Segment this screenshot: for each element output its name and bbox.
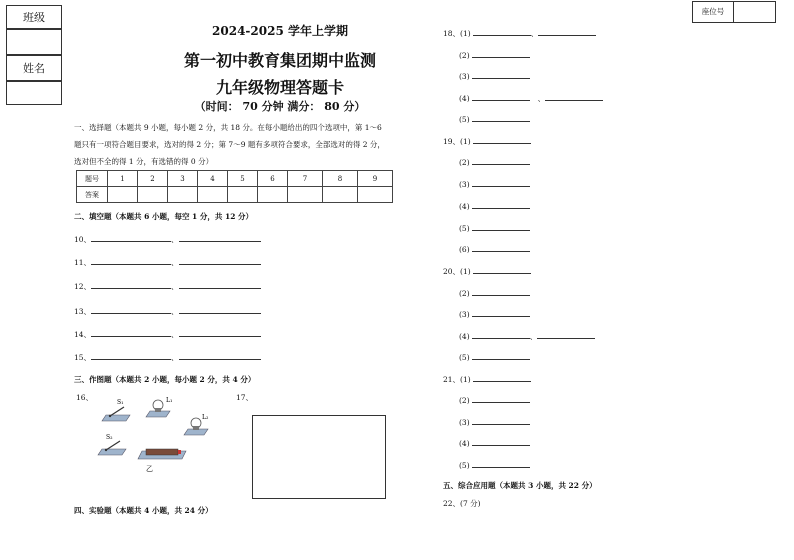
question-19-part-1 <box>443 135 531 147</box>
section-5-title: 五、综合应用题（本题共 3 小题，共 22 分） <box>443 481 597 490</box>
question-number: 4 <box>198 171 228 187</box>
question-18-part-5 <box>459 113 530 124</box>
question-label: 13、 <box>74 307 92 316</box>
fill-question-12 <box>74 280 261 292</box>
seat-number-box[interactable] <box>692 1 776 23</box>
question-19-part-6 <box>459 243 530 254</box>
question-22-label: 22、(7 分) <box>443 499 481 508</box>
switch-s2-icon <box>98 441 126 455</box>
answer-blank[interactable] <box>472 92 530 101</box>
answer-blank[interactable] <box>472 416 530 425</box>
answer-blank[interactable] <box>179 328 261 337</box>
question-label: 10、 <box>74 235 92 244</box>
answer-blank[interactable] <box>472 178 530 187</box>
question-label: (6) <box>459 245 470 254</box>
answer-blank[interactable] <box>472 394 530 403</box>
question-20-part-1 <box>443 265 531 277</box>
question-label: 11、 <box>74 258 92 267</box>
question-number: 6 <box>258 171 288 187</box>
question-18-part-3 <box>459 70 530 81</box>
separator: 、 <box>171 330 179 339</box>
question-20-part-2 <box>459 287 530 298</box>
answer-blank[interactable] <box>472 437 530 446</box>
name-label-cell <box>6 55 62 81</box>
question-label: 18、(1) <box>443 29 471 38</box>
question-19-part-4 <box>459 200 530 211</box>
choice-answer-table <box>76 170 393 203</box>
answer-cell[interactable] <box>108 187 138 203</box>
separator: 、 <box>171 282 179 291</box>
class-input-cell[interactable] <box>6 29 62 55</box>
answer-blank[interactable] <box>472 49 530 58</box>
answer-blank[interactable] <box>91 256 171 265</box>
question-number: 2 <box>138 171 168 187</box>
name-input-cell[interactable] <box>6 81 62 105</box>
answer-blank[interactable] <box>91 305 171 314</box>
answer-blank[interactable] <box>472 200 530 209</box>
separator: 、 <box>537 94 546 103</box>
circuit-components-figure <box>96 393 226 475</box>
question-label: 21、(1) <box>443 375 471 384</box>
section-1-line-3: 选对但不全的得 1 分，有选错的得 0 分） <box>74 157 214 166</box>
question-label: 19、(1) <box>443 137 471 146</box>
seat-number-label: 座位号 <box>693 2 734 22</box>
question-label: 20、(1) <box>443 267 471 276</box>
question-21-part-1 <box>443 373 531 385</box>
switch-s1-icon <box>102 407 130 421</box>
question-16-label: 16、 <box>76 393 94 402</box>
answer-blank[interactable] <box>472 308 530 317</box>
question-18-part-4 <box>459 92 603 104</box>
answer-blank[interactable] <box>91 351 171 360</box>
question-label: (3) <box>459 310 470 319</box>
answer-blank[interactable] <box>179 280 261 289</box>
answer-blank[interactable] <box>91 280 171 289</box>
name-label: 姓名 <box>23 62 45 75</box>
question-label: (5) <box>459 353 470 362</box>
question-label: (5) <box>459 461 470 470</box>
answer-blank[interactable] <box>473 135 531 144</box>
answer-blank[interactable] <box>179 256 261 265</box>
question-label: (2) <box>459 51 470 60</box>
answer-cell[interactable] <box>258 187 288 203</box>
question-21-part-2 <box>459 394 530 405</box>
label-s1: S₁ <box>117 399 124 406</box>
question-label: (3) <box>459 418 470 427</box>
label-s2: S₂ <box>106 434 113 441</box>
section-4-title: 四、实验题（本题共 4 小题，共 24 分） <box>74 506 213 515</box>
question-20-part-5 <box>459 351 530 362</box>
question-label: (3) <box>459 180 470 189</box>
question-number: 3 <box>168 171 198 187</box>
question-20-part-4 <box>459 330 595 342</box>
fill-question-13 <box>74 305 261 317</box>
row-label-answer: 答案 <box>77 187 108 203</box>
question-label: (5) <box>459 115 470 124</box>
fill-question-10 <box>74 233 261 245</box>
answer-cell[interactable] <box>168 187 198 203</box>
school-year: 2024-2025 学年上学期 <box>212 24 348 38</box>
exam-time-info: （时间： 70 分钟 满分： 80 分） <box>194 100 366 113</box>
question-label: (4) <box>459 202 470 211</box>
answer-blank[interactable] <box>473 373 531 382</box>
answer-blank[interactable] <box>472 287 530 296</box>
question-label: (4) <box>459 332 470 341</box>
answer-blank[interactable] <box>91 328 171 337</box>
table-row-numbers <box>77 171 393 187</box>
question-20-part-3 <box>459 308 530 319</box>
fill-question-11 <box>74 256 261 268</box>
class-label: 班级 <box>23 11 45 24</box>
answer-blank[interactable] <box>538 27 596 36</box>
answer-blank[interactable] <box>472 222 530 231</box>
separator: 、 <box>171 307 179 316</box>
question-label: (2) <box>459 289 470 298</box>
label-l1: L₁ <box>166 397 173 404</box>
answer-cell[interactable] <box>138 187 168 203</box>
question-19-part-5 <box>459 222 530 233</box>
battery-icon <box>138 449 186 459</box>
answer-blank[interactable] <box>472 330 530 339</box>
question-label: 14、 <box>74 330 92 339</box>
question-number: 9 <box>358 171 393 187</box>
separator: 、 <box>171 235 179 244</box>
section-3-title: 三、作图题（本题共 2 小题，每小题 2 分，共 4 分） <box>74 375 256 384</box>
question-label: (5) <box>459 224 470 233</box>
separator: 、 <box>530 29 539 38</box>
question-19-part-2 <box>459 156 530 167</box>
drawing-area-17[interactable] <box>252 415 386 499</box>
row-label-question: 题号 <box>77 171 108 187</box>
question-number: 1 <box>108 171 138 187</box>
question-18-part-1 <box>443 27 596 39</box>
answer-blank[interactable] <box>537 330 595 339</box>
question-19-part-3 <box>459 178 530 189</box>
answer-blank[interactable] <box>473 265 531 274</box>
answer-blank[interactable] <box>472 243 530 252</box>
question-label: (2) <box>459 396 470 405</box>
question-label: (4) <box>459 439 470 448</box>
answer-blank[interactable] <box>472 70 530 79</box>
question-21-part-3 <box>459 416 530 427</box>
section-1-line-1: 一、选择题（本题共 9 小题，每小题 2 分，共 18 分。在每小题给出的四个选项中，第 1～6 <box>74 123 382 132</box>
answer-cell[interactable] <box>198 187 228 203</box>
answer-cell[interactable] <box>323 187 358 203</box>
question-21-part-5 <box>459 459 530 470</box>
answer-blank[interactable] <box>91 233 171 242</box>
separator: 、 <box>171 353 179 362</box>
question-17-label: 17、 <box>236 393 254 402</box>
question-number: 7 <box>288 171 323 187</box>
answer-blank[interactable] <box>472 459 530 468</box>
school-name: 第一初中教育集团期中监测 <box>183 51 376 70</box>
answer-blank[interactable] <box>179 305 261 314</box>
page-title: 九年级物理答题卡 <box>215 78 344 97</box>
answer-blank[interactable] <box>545 92 603 101</box>
label-yi: 乙 <box>146 465 153 473</box>
fill-question-14 <box>74 328 261 340</box>
answer-blank[interactable] <box>472 156 530 165</box>
fill-question-15 <box>74 351 261 363</box>
question-label: (2) <box>459 158 470 167</box>
section-1-instructions <box>74 119 414 170</box>
section-1-line-2: 题只有一项符合题目要求，选对的得 2 分；第 7～9 题有多项符合要求，全部选对的得 2 分， <box>74 140 385 149</box>
question-21-part-4 <box>459 437 530 448</box>
label-l2: L₂ <box>202 414 209 421</box>
answer-blank[interactable] <box>472 113 530 122</box>
table-row-answers <box>77 187 393 203</box>
separator: 、 <box>529 332 538 341</box>
question-label: 15、 <box>74 353 92 362</box>
section-2-title: 二、填空题（本题共 6 小题，每空 1 分，共 12 分） <box>74 212 254 221</box>
answer-cell[interactable] <box>288 187 323 203</box>
answer-blank[interactable] <box>472 351 530 360</box>
question-number: 5 <box>228 171 258 187</box>
question-label: (3) <box>459 72 470 81</box>
question-number: 8 <box>323 171 358 187</box>
answer-cell[interactable] <box>228 187 258 203</box>
separator: 、 <box>171 258 179 267</box>
answer-blank[interactable] <box>473 27 531 36</box>
question-18-part-2 <box>459 49 530 60</box>
question-label: (4) <box>459 94 470 103</box>
answer-blank[interactable] <box>179 351 261 360</box>
answer-blank[interactable] <box>179 233 261 242</box>
question-label: 12、 <box>74 282 92 291</box>
class-label-cell <box>6 5 62 29</box>
answer-cell[interactable] <box>358 187 393 203</box>
